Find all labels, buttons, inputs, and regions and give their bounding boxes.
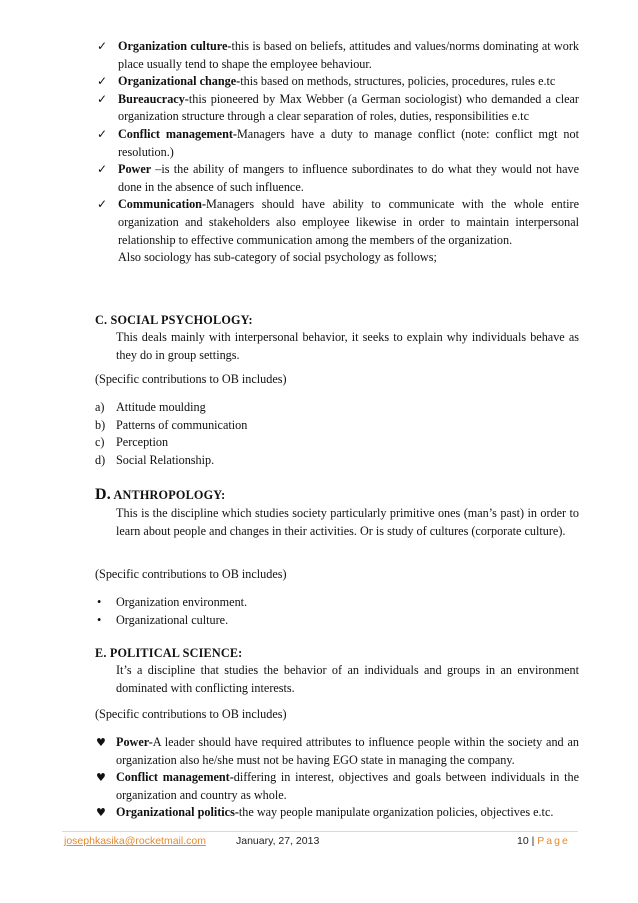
- item-term: Bureaucracy-: [118, 91, 189, 106]
- section-d-title: ANTHROPOLOGY:: [113, 488, 226, 502]
- list-item: [95, 594, 247, 612]
- heart-icon: ♥: [96, 736, 106, 749]
- section-c-heading: C. SOCIAL PSYCHOLOGY:: [95, 313, 253, 327]
- item-text: this pioneered by Max Webber (a German sociologist) who demanded a clear organization structure through a clear separation of roles, duties, responsibilities e.tc: [118, 91, 579, 124]
- item-text: Organization environment.: [116, 595, 248, 609]
- item-label: a): [95, 400, 105, 414]
- check-icon: ✓: [97, 74, 108, 89]
- page-word: Page: [537, 835, 570, 847]
- list-item: [95, 417, 247, 435]
- section-d-letter: D.: [95, 486, 111, 503]
- item-text: Patterns of communication: [116, 417, 248, 432]
- item-text: –is the ability of mangers to influence subordinates to do what they would not have done in the absence of such influence.: [118, 162, 579, 194]
- page-number: 10: [517, 835, 529, 847]
- item-term: Conflict management-: [116, 770, 234, 785]
- list-item: [95, 38, 579, 73]
- item-text: this based on methods, structures, policies, procedures, rules e.tc: [240, 74, 556, 89]
- footer-date: January, 27, 2013: [236, 835, 320, 847]
- item-text: Perception: [116, 435, 169, 450]
- list-item: [95, 73, 579, 91]
- footer-divider: [62, 831, 578, 832]
- page-separator: |: [531, 835, 535, 847]
- item-text: Attitude moulding: [116, 400, 206, 414]
- item-text: Social Relationship.: [116, 452, 215, 467]
- bullet-icon: •: [97, 595, 102, 609]
- list-item: [95, 399, 247, 417]
- item-text: Organizational culture.: [116, 612, 229, 627]
- bullet-icon: •: [97, 612, 102, 627]
- item-label: c): [95, 435, 105, 450]
- also-note: Also sociology has sub-category of social psychology as follows;: [118, 250, 437, 265]
- list-item: [95, 452, 247, 470]
- list-item: [95, 161, 579, 196]
- item-label: d): [95, 452, 106, 467]
- item-term: Organizational change-: [118, 74, 241, 89]
- item-term: Organization culture-: [118, 39, 232, 53]
- section-d-body: This is the discipline which studies society particularly primitive ones (man’s past) in order to learn about people and changes in their activities. Or is study of cultures (corporate culture).: [116, 506, 579, 538]
- section-e-list: [95, 734, 579, 822]
- check-icon: ✓: [97, 162, 108, 177]
- list-item: [95, 804, 579, 822]
- section-d-list: [95, 594, 247, 629]
- section-c-list: [95, 399, 247, 469]
- footer-email-link[interactable]: josephkasika@rocketmail.com: [64, 835, 206, 847]
- heart-icon: ♥: [96, 771, 106, 785]
- section-c-body: This deals mainly with interpersonal behavior, it seeks to explain why individuals behave as they do in group settings.: [116, 330, 579, 362]
- list-item: [95, 126, 579, 161]
- item-text: differing in interest, objectives and goals between individuals in the organization and country as whole.: [116, 770, 579, 802]
- list-item: [95, 91, 579, 126]
- item-label: b): [95, 417, 106, 432]
- section-e-heading: E. POLITICAL SCIENCE:: [95, 646, 243, 660]
- check-icon: ✓: [97, 197, 108, 212]
- check-icon: ✓: [97, 91, 108, 106]
- item-text: A leader should have required attributes to influence people within the society and an organization also he/she must not be having EGO state in managing the company.: [116, 735, 579, 767]
- item-term: Power: [118, 162, 156, 177]
- item-term: Power-: [116, 735, 153, 749]
- section-e-contributions-label: (Specific contributions to OB includes): [95, 707, 287, 721]
- list-item: [95, 434, 247, 452]
- item-term: Communication-: [118, 197, 207, 212]
- section-e-body: It’s a discipline that studies the behavior of an individuals and groups in an environment dominated with conflicting interests.: [116, 663, 579, 695]
- item-text: Managers have a duty to manage conflict (note: conflict mgt not resolution.): [118, 126, 579, 159]
- footer-page-number: [517, 835, 570, 847]
- heart-icon: ♥: [96, 806, 106, 820]
- list-item: [95, 612, 247, 630]
- list-item: [95, 769, 579, 804]
- item-term: Organizational politics-: [116, 805, 239, 820]
- check-icon: ✓: [97, 39, 108, 53]
- item-text: Managers should have ability to communicate with the whole entire organization and stakeholders also employee likewise in order to maintain interpersonal relationship to effective communication among the members of the organization.: [118, 197, 579, 247]
- item-text: the way people manipulate organization policies, objectives e.tc.: [238, 805, 554, 820]
- check-icon: ✓: [97, 126, 108, 141]
- section-d-contributions-label: (Specific contributions to OB includes): [95, 567, 287, 581]
- sociology-contributions-list: [95, 38, 579, 267]
- section-d-heading: [95, 486, 225, 504]
- list-item: [95, 734, 579, 769]
- section-c-contributions-label: (Specific contributions to OB includes): [95, 372, 287, 386]
- list-item: [95, 196, 579, 249]
- item-term: Conflict management-: [118, 126, 237, 141]
- item-text: this is based on beliefs, attitudes and values/norms dominating at work place usually tend to shape the employee behaviour.: [118, 39, 579, 71]
